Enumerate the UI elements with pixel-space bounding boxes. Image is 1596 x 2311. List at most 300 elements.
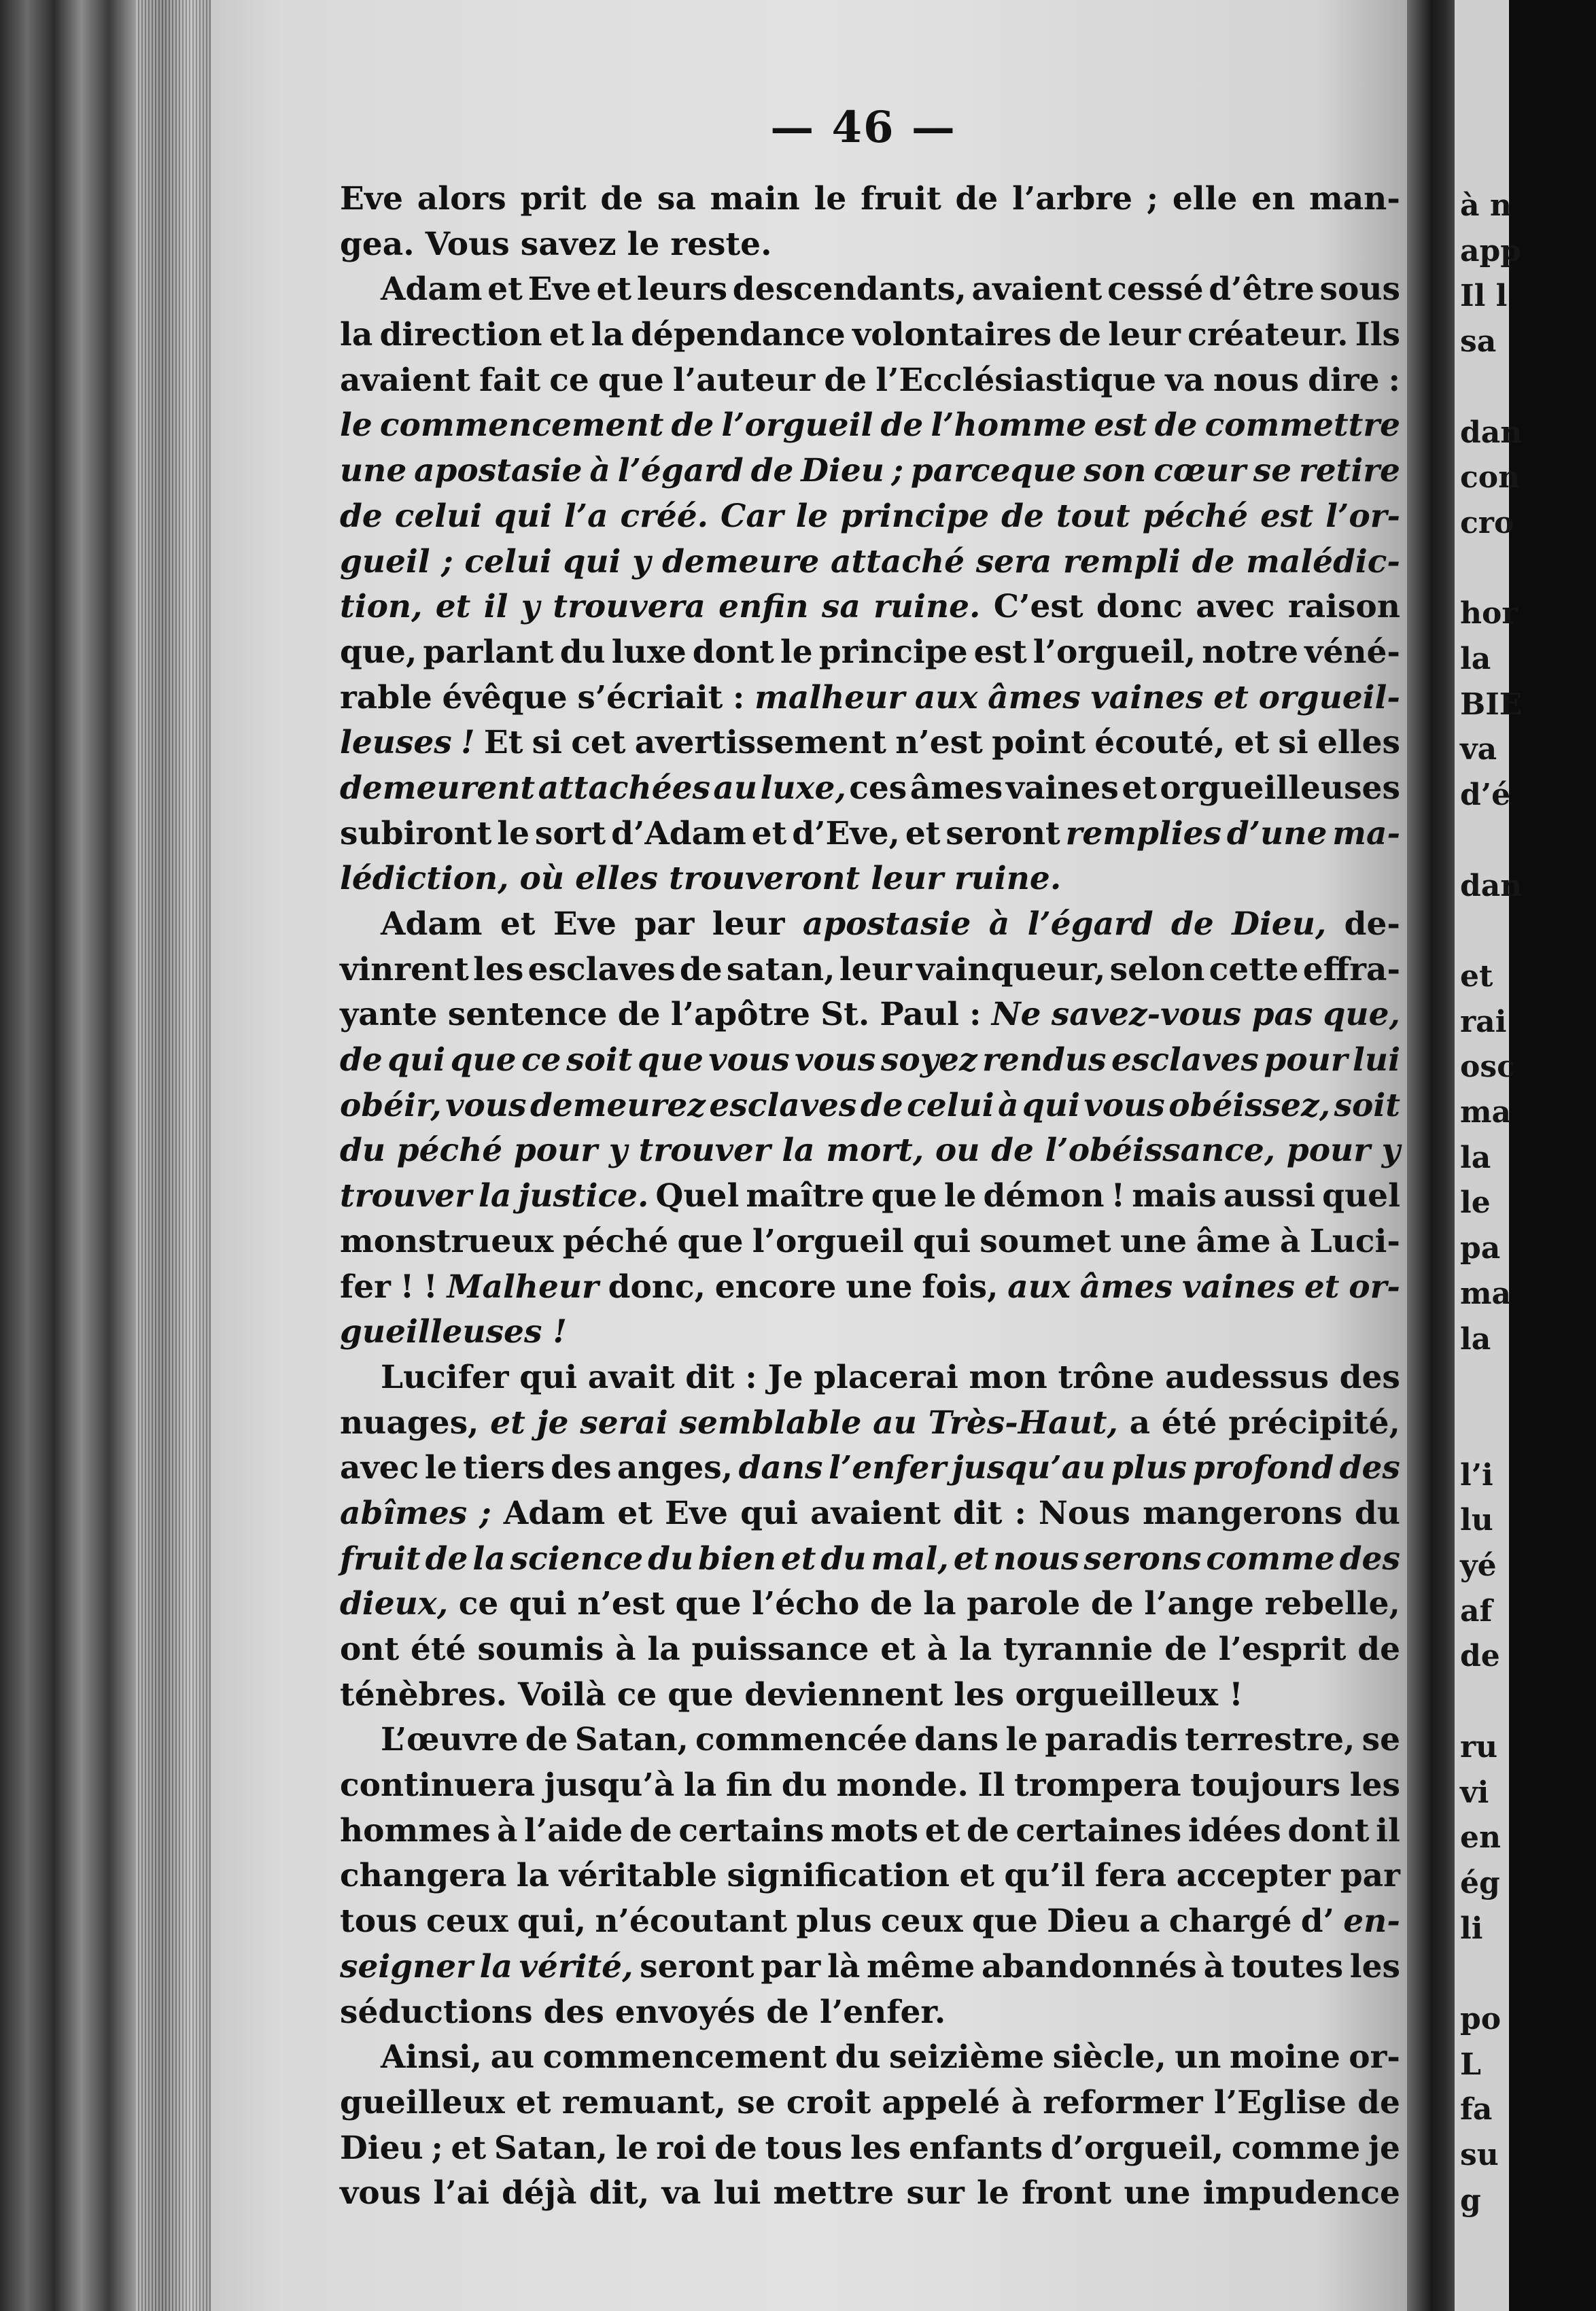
text-word: esclaves — [527, 950, 676, 988]
text-line — [340, 1945, 1400, 1990]
page-body-text — [340, 177, 1400, 2217]
facing-page-fragment — [1460, 552, 1596, 586]
text-word: leuses — [340, 724, 452, 762]
text-word: dépendance — [631, 316, 846, 354]
text-word: à — [988, 905, 1010, 943]
text-word: vous — [340, 2174, 421, 2212]
text-word: à — [496, 1811, 518, 1849]
text-word: demeure — [662, 542, 820, 580]
text-word: à — [615, 1631, 636, 1668]
text-word: sur — [906, 2174, 965, 2212]
text-word: que — [677, 1222, 744, 1260]
text-word: moine — [1229, 2038, 1340, 2077]
text-word: des — [1339, 1449, 1400, 1487]
text-word: soyez — [880, 1041, 977, 1079]
text-word: leur — [712, 905, 785, 943]
facing-page-fragment: la — [1460, 1140, 1491, 1175]
text-word: n’est — [577, 1585, 665, 1623]
text-word: séductions — [340, 1993, 533, 2031]
text-word: Je — [767, 1358, 803, 1396]
text-word: par — [761, 1947, 821, 1985]
text-word: mal, — [871, 1540, 949, 1578]
text-word: nous — [1213, 361, 1300, 399]
text-line — [340, 720, 1400, 766]
text-word: raison — [1287, 588, 1400, 626]
text-word: créé. — [620, 497, 709, 535]
text-word: de — [425, 1540, 468, 1578]
text-word: Quel — [655, 1177, 740, 1215]
text-word: une — [1120, 1222, 1187, 1260]
text-word: toujours — [1190, 1767, 1341, 1805]
text-word: il — [1376, 1811, 1400, 1849]
facing-page-fragment: ég — [1460, 1865, 1500, 1900]
text-word: : — [745, 1358, 757, 1396]
text-word: dire — [1308, 361, 1380, 399]
text-word: dans — [914, 1721, 999, 1759]
text-word: la — [479, 1947, 513, 1985]
text-word: la — [958, 1631, 992, 1668]
text-word: qui — [519, 1358, 578, 1396]
text-word: à — [589, 452, 610, 490]
text-word: celui — [464, 542, 552, 580]
text-word: les — [954, 1675, 1005, 1714]
text-line — [340, 902, 1400, 948]
text-word: qui — [913, 1222, 971, 1260]
text-word: commencement — [542, 2038, 827, 2077]
facing-page-fragment: en — [1460, 1820, 1501, 1856]
text-word: idées — [1187, 1811, 1281, 1849]
text-word: Paul — [880, 996, 959, 1034]
text-word: l’arbre — [1012, 180, 1133, 218]
text-word: se — [737, 2083, 776, 2121]
facing-page-fragment: su — [1460, 2138, 1499, 2173]
text-line — [340, 1582, 1400, 1627]
text-line — [340, 856, 1400, 902]
text-word: parceque — [910, 452, 1077, 490]
text-word: l’obéissance, — [1045, 1132, 1276, 1170]
text-word: ceux — [880, 1902, 963, 1941]
text-word: qui — [508, 1585, 567, 1623]
text-word: enfants — [908, 2129, 1043, 2167]
text-word: une — [846, 1268, 913, 1306]
book-gutter — [1407, 0, 1461, 2311]
text-word: l’or- — [1325, 497, 1400, 535]
text-word: la — [340, 316, 373, 354]
text-word: envoyés — [614, 1993, 756, 2031]
facing-page-fragment: osc — [1460, 1049, 1515, 1085]
text-word: avertissement — [634, 724, 887, 762]
text-word: et — [1234, 724, 1270, 762]
text-word: notre — [1202, 633, 1299, 671]
text-word: avaient — [971, 271, 1103, 309]
text-word: du — [781, 1767, 827, 1805]
text-word: C’est — [993, 588, 1083, 626]
text-word: retire — [1299, 452, 1400, 490]
text-word: de — [869, 1585, 913, 1623]
text-word: orgueilleuses — [1160, 769, 1400, 807]
facing-page-fragment: d’é — [1460, 778, 1511, 813]
text-word: un — [1175, 2038, 1221, 2077]
text-word: qui, — [517, 1902, 587, 1941]
text-word: du — [340, 1132, 386, 1170]
text-word: Ils — [1355, 316, 1400, 354]
text-word: effra- — [1302, 950, 1400, 988]
facing-page-edge — [1455, 0, 1523, 2311]
text-word: reformer — [1043, 2083, 1203, 2121]
text-word: anges, — [617, 1449, 733, 1487]
text-word: ma- — [1332, 814, 1400, 852]
text-word: leurs — [636, 271, 728, 309]
text-word: jusqu’au — [952, 1449, 1106, 1487]
facing-page-fragment: ru — [1460, 1729, 1498, 1765]
text-word: apostasie — [802, 905, 971, 943]
text-word: créateur. — [1187, 316, 1349, 354]
text-word: et — [905, 814, 941, 852]
text-word: âme — [1196, 1222, 1271, 1260]
text-word: gueilleux — [340, 2083, 505, 2121]
text-word: fait — [479, 361, 541, 399]
text-word: rable — [340, 678, 432, 716]
text-word: continuera — [340, 1767, 536, 1805]
text-word: enfin — [718, 588, 809, 626]
text-word: d’une — [1226, 814, 1328, 852]
text-word: terrestre, — [1185, 1721, 1355, 1759]
text-word: vainqueur, — [916, 950, 1106, 988]
text-word: abandonnés — [982, 1947, 1197, 1985]
text-word: cœur — [1153, 452, 1246, 490]
text-word: la — [516, 1857, 550, 1895]
text-word: Il — [977, 1767, 1005, 1805]
text-word: la — [478, 1177, 512, 1215]
text-word: péché — [1142, 497, 1249, 535]
text-word: de- — [1344, 905, 1400, 943]
text-word: le — [424, 1449, 457, 1487]
text-word: tout — [1056, 497, 1130, 535]
facing-page-fragment: ma — [1460, 1095, 1512, 1130]
text-word: audessus — [1165, 1358, 1329, 1396]
text-word: démon — [983, 1177, 1105, 1215]
text-word: commettre — [1204, 406, 1400, 445]
text-line — [340, 1809, 1400, 1854]
text-word: vaines — [1005, 769, 1119, 807]
text-line — [340, 1265, 1400, 1310]
text-word: en- — [1343, 1902, 1400, 1941]
text-word: l’ai — [433, 2174, 489, 2212]
text-word: demeurent — [340, 769, 536, 807]
text-word: y — [632, 542, 651, 580]
text-word: par — [634, 905, 695, 943]
facing-page-fragment: Il l — [1460, 279, 1508, 314]
text-word: : — [1388, 361, 1400, 399]
text-word: sentence — [447, 996, 608, 1034]
facing-page-fragment: l’i — [1460, 1457, 1493, 1493]
text-word: fera — [1094, 1857, 1167, 1895]
text-word: de — [525, 1721, 568, 1759]
text-word: ce — [617, 1675, 657, 1714]
text-word: selon — [1109, 950, 1205, 988]
text-word: n’est — [895, 724, 983, 762]
text-word: que, — [1323, 996, 1400, 1034]
text-word: elles — [1317, 724, 1400, 762]
facing-page-fragment: va — [1460, 732, 1497, 767]
text-word: Satan, — [493, 2129, 608, 2167]
text-word: obéissez, — [1168, 1086, 1331, 1124]
text-word: dit — [685, 1358, 735, 1396]
text-line — [340, 313, 1400, 358]
facing-page-fragment: L — [1460, 2047, 1481, 2082]
text-word: d’être — [1209, 271, 1315, 309]
text-word: de — [1171, 905, 1214, 943]
text-word: dit, — [589, 2174, 650, 2212]
text-word: que — [871, 1177, 937, 1215]
text-line — [340, 1038, 1400, 1083]
text-word: ce — [549, 361, 589, 399]
text-line — [340, 2171, 1400, 2217]
text-word: leur — [1108, 316, 1181, 354]
text-word: apostasie — [414, 452, 583, 490]
text-word: l’orgueil — [752, 1222, 904, 1260]
facing-page-fragment — [1460, 1957, 1596, 1991]
text-word: fois, — [922, 1268, 999, 1306]
text-word: de — [1001, 497, 1044, 535]
text-word: va — [1165, 361, 1204, 399]
text-word: est — [1094, 406, 1147, 445]
text-word: vous — [445, 1086, 527, 1124]
facing-page-fragment: po — [1460, 2002, 1502, 2036]
text-word: ! — [423, 1268, 438, 1306]
text-word: se — [1253, 452, 1292, 490]
text-word: reste. — [670, 225, 772, 263]
facing-page-fragment: la — [1460, 642, 1491, 676]
text-word: de — [600, 180, 644, 218]
text-word: ; — [1146, 180, 1159, 218]
text-word: Satan, — [574, 1721, 689, 1759]
text-word: qui — [740, 1494, 799, 1532]
text-word: trouver — [638, 1132, 771, 1170]
text-word: nous — [993, 1540, 1079, 1578]
text-word: de — [340, 497, 383, 535]
text-word: au — [873, 1404, 917, 1442]
text-word: de — [966, 1811, 1009, 1849]
text-line — [340, 2126, 1400, 2172]
text-word: l’enfer. — [819, 1993, 946, 2031]
text-word: même — [867, 1947, 975, 1985]
text-word: vous — [795, 1041, 876, 1079]
text-word: dieux, — [340, 1585, 449, 1623]
text-word: Ne — [991, 996, 1041, 1034]
text-word: siècle, — [1052, 2038, 1166, 2077]
text-word: Eve — [553, 905, 617, 943]
text-word: péché — [396, 1132, 503, 1170]
text-word: attaché — [831, 542, 965, 580]
text-word: s’écriait — [577, 678, 723, 716]
text-word: que — [971, 1902, 1038, 1941]
text-word: seizième — [889, 2038, 1045, 2077]
text-word: Lucifer — [381, 1358, 509, 1396]
text-word: cet — [571, 724, 626, 762]
text-line — [340, 1128, 1400, 1174]
text-word: orgueilleux — [1015, 1675, 1219, 1714]
text-line — [340, 1083, 1400, 1129]
facing-page-fragment: cro — [1460, 505, 1514, 540]
text-word: que — [637, 1041, 704, 1079]
text-word: ! — [400, 1268, 415, 1306]
text-word: dont — [1287, 1811, 1370, 1849]
text-word: précipité, — [1228, 1404, 1400, 1442]
text-word: le — [943, 1177, 977, 1215]
text-word: sa — [657, 180, 696, 218]
text-word: soumis — [477, 1631, 604, 1668]
text-line — [340, 1174, 1400, 1219]
text-word: est — [1260, 497, 1314, 535]
text-word: jusqu’à — [544, 1767, 675, 1805]
text-word: de — [671, 406, 714, 445]
text-line — [340, 2081, 1400, 2126]
text-word: tous — [765, 2129, 843, 2167]
text-word: tous — [340, 1902, 417, 1941]
text-word: fruit — [861, 180, 941, 218]
text-word: savez — [520, 225, 617, 263]
text-line — [340, 676, 1400, 721]
text-word: je — [1368, 2129, 1400, 2167]
text-word: et — [780, 1540, 816, 1578]
text-word: monstrueux — [340, 1222, 554, 1260]
text-word: placerai — [814, 1358, 958, 1396]
text-word: seront — [640, 1947, 754, 1985]
text-word: chargé — [1168, 1902, 1292, 1941]
text-word: hommes — [340, 1811, 491, 1849]
text-word: de — [860, 1086, 903, 1124]
text-word: alors — [417, 180, 506, 218]
facing-page-fragment — [1460, 914, 1596, 948]
text-word: Eve — [527, 271, 591, 309]
text-word: de — [1058, 316, 1102, 354]
text-word: va — [661, 2174, 701, 2212]
text-word: ; — [441, 542, 453, 580]
text-word: ont — [340, 1631, 400, 1668]
text-word: l’aide — [524, 1811, 623, 1849]
text-word: malheur — [754, 678, 905, 716]
facing-page-fragment: et — [1460, 958, 1493, 994]
text-word: Très-Haut, — [928, 1404, 1118, 1442]
facing-page-fragment: dan — [1460, 868, 1523, 903]
text-word: l’égard — [617, 452, 744, 490]
text-word: et — [490, 1404, 525, 1442]
text-word: ceux — [426, 1902, 508, 1941]
text-word: donc, — [608, 1268, 706, 1306]
facing-page-fragment: à n — [1460, 188, 1512, 223]
text-word: signification — [727, 1857, 950, 1895]
text-word: Malheur — [447, 1268, 599, 1306]
text-word: et — [924, 1811, 960, 1849]
text-word: le — [615, 2129, 648, 2167]
text-word: ! — [461, 724, 475, 762]
text-line — [340, 992, 1400, 1038]
text-word: l’écho — [752, 1585, 860, 1623]
text-word: l’ange — [1144, 1585, 1254, 1623]
text-word: le — [814, 180, 847, 218]
text-word: l’égard — [1027, 905, 1153, 943]
text-word: de — [750, 452, 794, 490]
text-word: une — [340, 452, 407, 490]
text-word: le — [780, 633, 813, 671]
text-word: les — [1349, 1947, 1400, 1985]
text-word: toutes — [1230, 1947, 1344, 1985]
text-word: à — [998, 1086, 1019, 1124]
text-word: n’écoutant — [595, 1902, 788, 1941]
facing-page-fragment: la — [1460, 1321, 1491, 1357]
text-word: son — [1083, 452, 1147, 490]
text-word: serons — [1083, 1540, 1202, 1578]
text-word: profond — [1192, 1449, 1334, 1487]
text-line — [340, 1718, 1400, 1763]
text-word: appelé — [882, 2083, 1001, 2121]
text-word: et — [1122, 769, 1157, 807]
text-word: l’apôtre — [670, 996, 811, 1034]
text-word: sa — [821, 588, 861, 626]
text-word: si — [532, 724, 562, 762]
text-word: : — [1014, 1494, 1026, 1532]
text-word: l’auteur — [672, 361, 816, 399]
text-word: été — [411, 1631, 466, 1668]
text-line — [340, 766, 1400, 812]
text-word: a — [1139, 1902, 1160, 1941]
text-word: dont — [692, 633, 774, 671]
facing-page-fragment: g — [1460, 2183, 1481, 2218]
text-word: y — [1381, 1132, 1400, 1170]
text-word: de — [1192, 542, 1235, 580]
text-word: de — [766, 1993, 809, 2031]
text-word: la — [683, 1767, 717, 1805]
text-word: or- — [1349, 1268, 1400, 1306]
text-word: âmes — [988, 678, 1081, 716]
text-word: Nous — [1038, 1494, 1130, 1532]
text-word: à — [1279, 1222, 1301, 1260]
text-word: Ainsi, — [381, 2038, 483, 2077]
text-word: donc — [1096, 588, 1183, 626]
text-word: mon — [969, 1358, 1047, 1396]
text-word: main — [710, 180, 800, 218]
text-word: trouver — [340, 1177, 472, 1215]
text-word: de — [1154, 406, 1198, 445]
facing-page-fragment: yé — [1460, 1548, 1497, 1583]
text-line — [340, 2035, 1400, 2081]
text-word: justice. — [518, 1177, 649, 1215]
text-word: L’œuvre — [381, 1721, 519, 1759]
text-word: si — [1278, 724, 1308, 762]
text-word: que — [597, 361, 664, 399]
facing-page-fragment: pa — [1460, 1231, 1501, 1266]
text-word: d’Eve, — [792, 814, 900, 852]
text-word: : — [733, 678, 745, 716]
text-word: nuages, — [340, 1404, 479, 1442]
text-word: trouvera — [553, 588, 706, 626]
text-word: Dieu — [801, 452, 884, 490]
text-word: aux — [1007, 1268, 1071, 1306]
text-word: point — [992, 724, 1086, 762]
text-word: ce — [458, 1585, 499, 1623]
text-word: le — [497, 814, 530, 852]
text-line — [340, 1491, 1400, 1537]
text-word: certaines — [1016, 1811, 1182, 1849]
text-word: ; — [431, 2129, 443, 2167]
text-word: que — [450, 1041, 517, 1079]
text-word: et — [549, 316, 585, 354]
text-word: de — [617, 996, 661, 1034]
text-word: remplies — [1065, 814, 1221, 852]
text-word: la — [647, 1631, 680, 1668]
text-word: et — [451, 2129, 487, 2167]
